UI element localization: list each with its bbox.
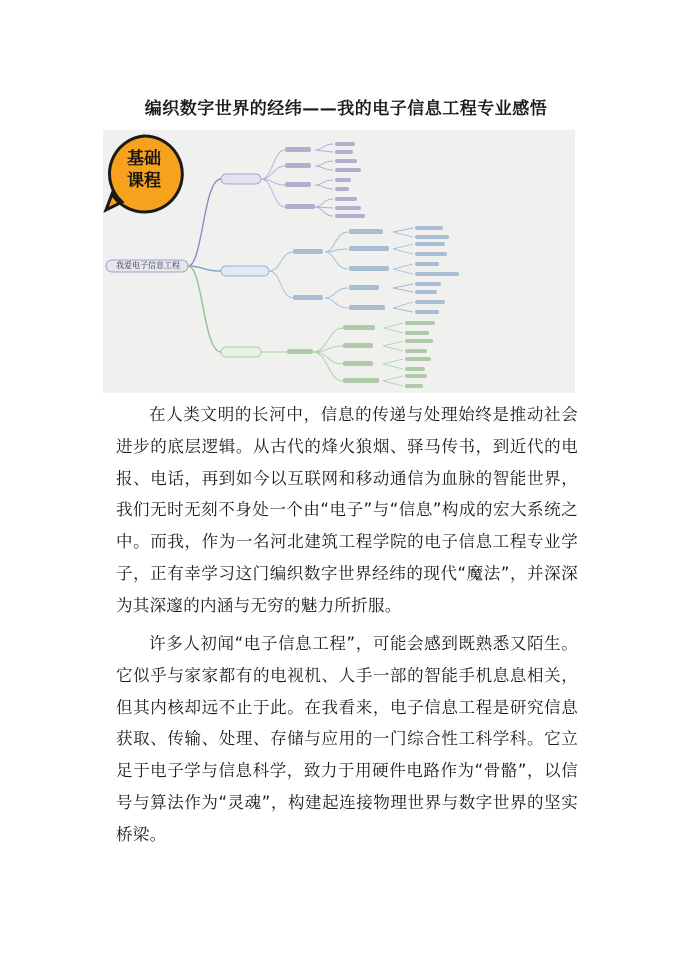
branch-node bbox=[221, 347, 261, 357]
page-title: 编织数字世界的经纬——我的电子信息工程专业感悟 bbox=[144, 99, 548, 119]
paragraph-1: 在人类文明的长河中，信息的传递与处理始终是推动社会进步的底层逻辑。从古代的烽火狼烟、驿马传书，到近代的电报、电话，再到如今以互联网和移动通信为血脉的智能世界，我们无时无刻不身处一个由“电子”与“信息”构成的宏大系统之中。而我，作为一名河北建筑工程学院的电子信息工程专业学子，正有幸学习这门编织数字世界经纬的现代“魔法”，并深深为其深邃的内涵与无穷的魅力所折服。 bbox=[116, 405, 578, 615]
paragraph-2: 许多人初闻“电子信息工程”，可能会感到既熟悉又陌生。它似乎与家家都有的电视机、人手一部的智能手机息息相关，但其内核却远不止于此。在我看来，电子信息工程是研究信息获取、传输、处理、存储与应用的一门综合性工科学科。它立足于电子学与信息科学，致力于用硬件电路作为“骨骼”，以信号与算法作为“灵魂”，构建起连接物理世界与数字世界的坚实桥梁。 bbox=[116, 634, 578, 844]
branch-node bbox=[221, 266, 269, 276]
badge-label: 基础课程 bbox=[127, 149, 161, 191]
mindmap-root-label: 我爱电子信息工程 bbox=[116, 261, 180, 270]
branch-node bbox=[221, 174, 261, 184]
